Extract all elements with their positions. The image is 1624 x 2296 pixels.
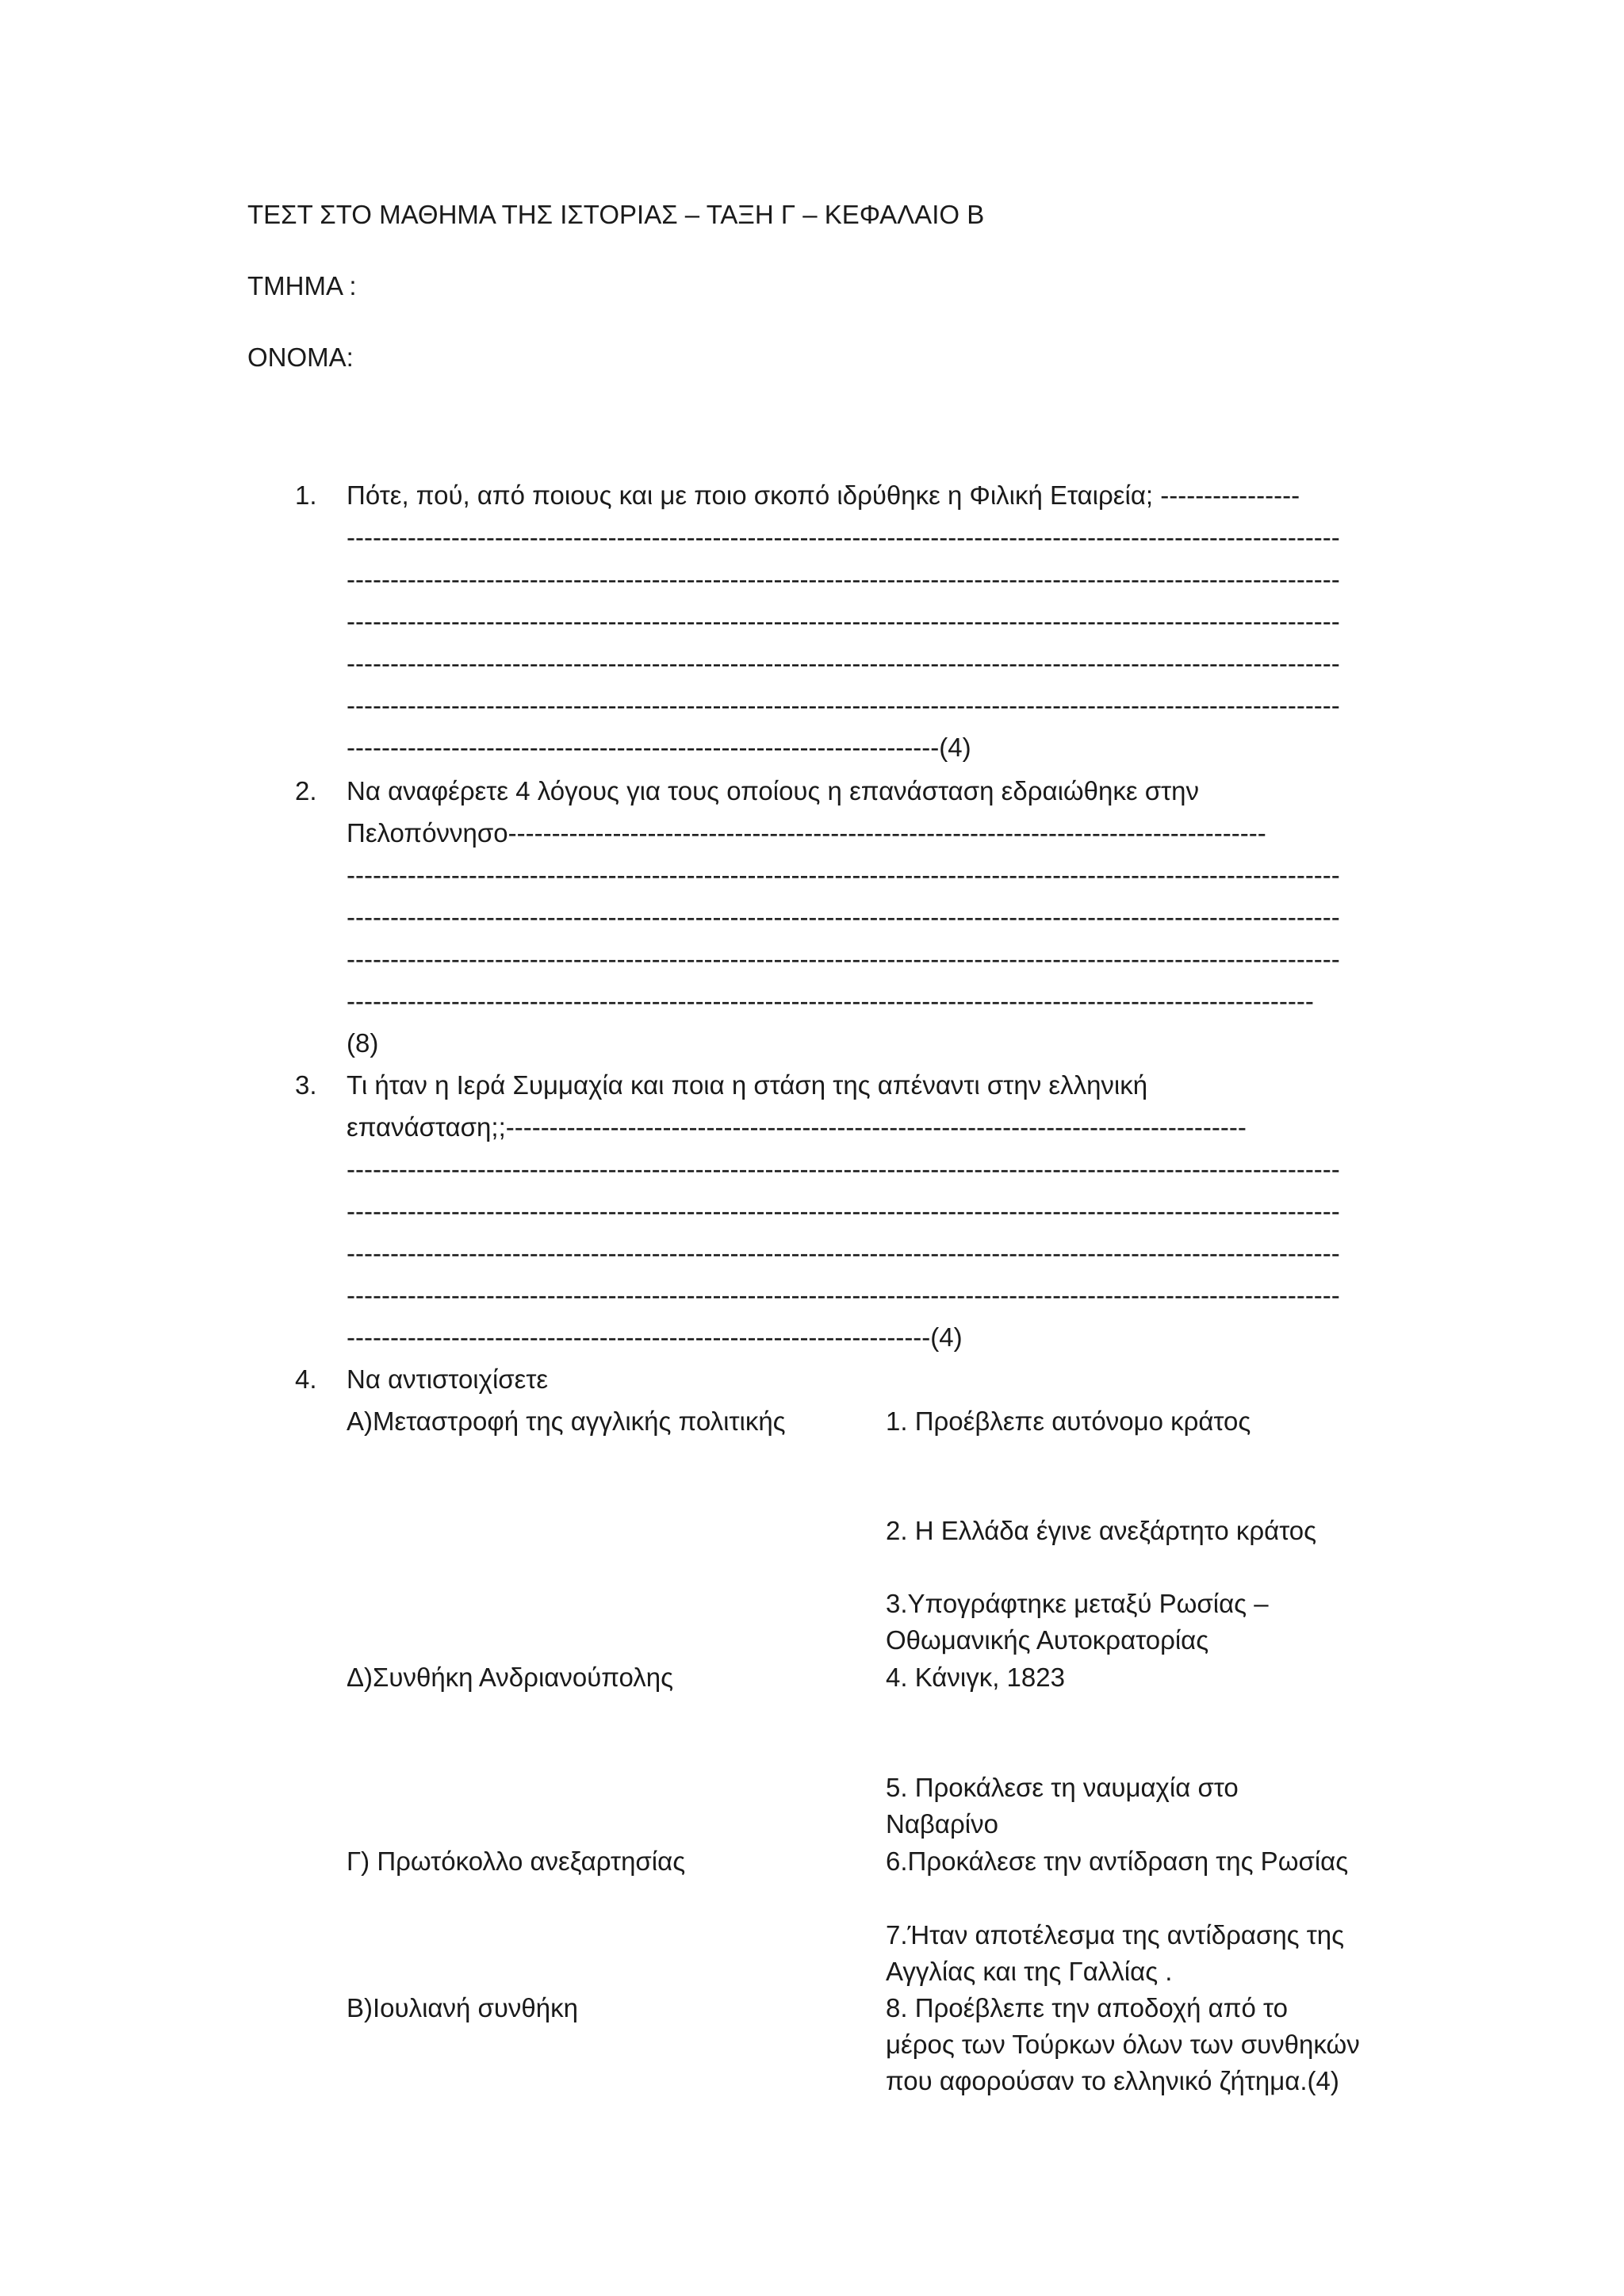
- answer-line-with-points: -------------------------------------------------------------------(4): [347, 1322, 963, 1352]
- match-right-item: 6.Προκάλεσε την αντίδραση της Ρωσίας: [886, 1846, 1349, 1876]
- match-left-item: Β)Ιουλιανή συνθήκη: [347, 1993, 578, 2022]
- answer-line: ---------------------------------------------------------------------------------------------------------------: [347, 986, 1314, 1016]
- question-3-text: Τι ήταν η Ιερά Συμμαχία και ποια η στάση της απέναντι στην ελληνική: [347, 1070, 1148, 1100]
- question-3-text-cont: επανάσταση;;-------------------------------------------------------------------------------------: [347, 1112, 1247, 1142]
- question-1-number: 1.: [295, 480, 317, 510]
- answer-line: ------------------------------------------------------------------------------------------------------------------: [347, 1238, 1340, 1268]
- answer-line: ------------------------------------------------------------------------------------------------------------------: [347, 564, 1340, 594]
- answer-line: ------------------------------------------------------------------------------------------------------------------: [347, 1154, 1340, 1184]
- answer-line: ------------------------------------------------------------------------------------------------------------------: [347, 691, 1340, 720]
- section-field-label: ΤΜΗΜΑ :: [247, 271, 357, 300]
- question-2-points: (8): [347, 1028, 379, 1058]
- match-right-item: 7.Ήταν αποτέλεσμα της αντίδρασης της: [886, 1920, 1345, 1950]
- question-3-number: 3.: [295, 1070, 317, 1100]
- answer-line: ------------------------------------------------------------------------------------------------------------------: [347, 1196, 1340, 1226]
- name-field-label: ΟΝΟΜΑ:: [247, 342, 354, 372]
- match-left-item: Γ) Πρωτόκολλο ανεξαρτησίας: [347, 1846, 686, 1876]
- question-4-instruction: Να αντιστοιχίσετε: [347, 1364, 549, 1394]
- question-2-text-cont: Πελοπόννησο---------------------------------------------------------------------------------------: [347, 818, 1266, 848]
- match-left-item: Α)Μεταστροφή της αγγλικής πολιτικής: [347, 1406, 786, 1436]
- answer-line: ------------------------------------------------------------------------------------------------------------------: [347, 607, 1340, 636]
- answer-line: ------------------------------------------------------------------------------------------------------------------: [347, 902, 1340, 932]
- match-right-item: 5. Προκάλεσε τη ναυμαχία στο: [886, 1773, 1239, 1802]
- answer-line: ------------------------------------------------------------------------------------------------------------------: [347, 1280, 1340, 1310]
- question-1-text: Πότε, πού, από ποιους και με ποιο σκοπό ιδρύθηκε η Φιλική Εταιρεία; ----------------: [347, 480, 1300, 510]
- question-2-number: 2.: [295, 776, 317, 806]
- question-4-number: 4.: [295, 1364, 317, 1394]
- match-right-item: 8. Προέβλεπε την αποδοχή από το: [886, 1993, 1288, 2022]
- match-right-item-cont: Ναβαρίνο: [886, 1809, 998, 1839]
- match-left-item: Δ)Συνθήκη Ανδριανούπολης: [347, 1663, 674, 1692]
- match-right-item-cont: Οθωμανικής Αυτοκρατορίας: [886, 1625, 1209, 1655]
- match-right-item-cont: μέρος των Τούρκων όλων των συνθηκών: [886, 2030, 1360, 2059]
- match-right-item: 4. Κάνιγκ, 1823: [886, 1663, 1065, 1692]
- page-title: ΤΕΣΤ ΣΤΟ ΜΑΘΗΜΑ ΤΗΣ ΙΣΤΟΡΙΑΣ – ΤΑΞΗ Γ – ΚΕΦΑΛΑΙΟ Β: [247, 200, 985, 229]
- answer-line: ------------------------------------------------------------------------------------------------------------------: [347, 522, 1340, 552]
- match-right-item-cont: που αφορούσαν το ελληνικό ζήτημα.(4): [886, 2066, 1339, 2095]
- answer-line-with-points: --------------------------------------------------------------------(4): [347, 733, 971, 762]
- match-right-item-cont: Αγγλίας και της Γαλλίας .: [886, 1957, 1173, 1986]
- answer-line: ------------------------------------------------------------------------------------------------------------------: [347, 944, 1340, 974]
- answer-line: ------------------------------------------------------------------------------------------------------------------: [347, 860, 1340, 890]
- question-2-text: Να αναφέρετε 4 λόγους για τους οποίους η επανάσταση εδραιώθηκε στην: [347, 776, 1200, 806]
- answer-line: ------------------------------------------------------------------------------------------------------------------: [347, 649, 1340, 678]
- match-right-item: 3.Υπογράφτηκε μεταξύ Ρωσίας –: [886, 1589, 1269, 1618]
- match-right-item: 2. Η Ελλάδα έγινε ανεξάρτητο κράτος: [886, 1516, 1317, 1545]
- match-right-item: 1. Προέβλεπε αυτόνομο κράτος: [886, 1406, 1251, 1436]
